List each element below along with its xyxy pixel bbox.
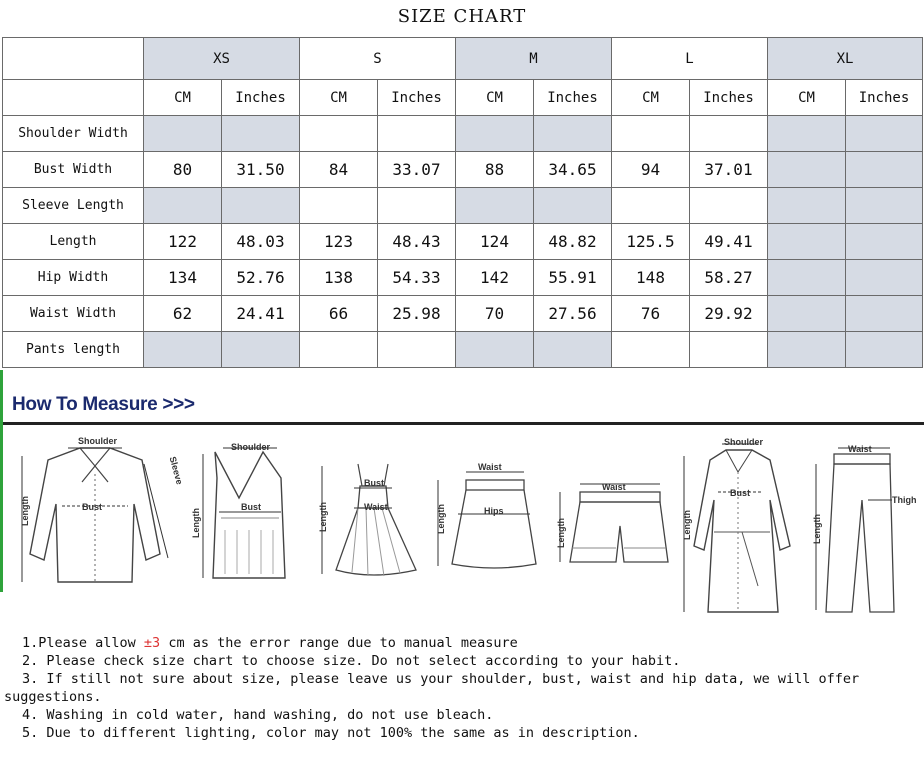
svg-text:Waist: Waist	[848, 444, 872, 454]
value-cell	[534, 332, 612, 368]
value-cell: 84	[300, 152, 378, 188]
size-header: M	[456, 38, 612, 80]
value-cell	[846, 116, 923, 152]
value-cell	[222, 332, 300, 368]
note-4: 4. Washing in cold water, hand washing, do not use bleach.	[22, 707, 494, 723]
value-cell: 122	[144, 224, 222, 260]
svg-text:Shoulder: Shoulder	[231, 442, 271, 452]
tank-measure-figure	[185, 438, 305, 592]
value-cell	[846, 296, 923, 332]
value-cell	[300, 116, 378, 152]
how-to-measure-title: How To Measure >>>	[12, 394, 195, 415]
size-header: XS	[144, 38, 300, 80]
value-cell	[768, 224, 846, 260]
note-5: 5. Due to different lighting, color may not 100% the same as in description.	[22, 725, 640, 741]
value-cell	[768, 152, 846, 188]
value-cell	[690, 188, 768, 224]
value-cell	[690, 116, 768, 152]
value-cell: 80	[144, 152, 222, 188]
value-cell	[768, 332, 846, 368]
value-cell: 37.01	[690, 152, 768, 188]
value-cell	[456, 188, 534, 224]
coat-illustration	[678, 436, 798, 618]
blouse-illustration	[10, 434, 185, 594]
value-cell	[768, 188, 846, 224]
svg-text:Bust: Bust	[241, 502, 261, 512]
notes-list	[4, 634, 920, 742]
value-cell	[846, 152, 923, 188]
unit-cm-header: CM	[456, 80, 534, 116]
value-cell	[144, 116, 222, 152]
svg-text:Bust: Bust	[364, 478, 384, 488]
svg-text:Shoulder: Shoulder	[78, 436, 118, 446]
value-cell: 66	[300, 296, 378, 332]
shorts-illustration	[550, 476, 670, 576]
svg-text:Waist: Waist	[602, 482, 626, 492]
value-cell: 76	[612, 296, 690, 332]
table-row	[3, 224, 923, 260]
value-cell	[846, 260, 923, 296]
value-cell: 58.27	[690, 260, 768, 296]
svg-text:Length: Length	[20, 496, 30, 526]
value-cell	[534, 116, 612, 152]
unit-inches-header: Inches	[378, 80, 456, 116]
value-cell: 52.76	[222, 260, 300, 296]
row-label: Sleeve Length	[3, 188, 144, 224]
value-cell: 124	[456, 224, 534, 260]
value-cell	[144, 188, 222, 224]
row-label: Pants length	[3, 332, 144, 368]
svg-text:Length: Length	[191, 508, 201, 538]
value-cell: 134	[144, 260, 222, 296]
value-cell: 34.65	[534, 152, 612, 188]
corner-cell	[3, 38, 144, 80]
row-label: Length	[3, 224, 144, 260]
unit-cm-header: CM	[612, 80, 690, 116]
size-header: S	[300, 38, 456, 80]
value-cell	[222, 188, 300, 224]
size-header: XL	[768, 38, 923, 80]
value-cell	[612, 188, 690, 224]
value-cell	[456, 332, 534, 368]
value-cell	[612, 332, 690, 368]
value-cell	[690, 332, 768, 368]
table-row	[3, 188, 923, 224]
value-cell: 48.43	[378, 224, 456, 260]
size-header: L	[612, 38, 768, 80]
value-cell	[222, 116, 300, 152]
svg-text:Sleeve: Sleeve	[167, 455, 185, 486]
value-cell	[846, 224, 923, 260]
value-cell: 88	[456, 152, 534, 188]
svg-text:Length: Length	[318, 502, 328, 532]
value-cell: 31.50	[222, 152, 300, 188]
value-cell: 49.41	[690, 224, 768, 260]
value-cell: 48.82	[534, 224, 612, 260]
shorts-measure-figure	[550, 476, 670, 580]
value-cell: 148	[612, 260, 690, 296]
value-cell	[300, 188, 378, 224]
table-row	[3, 116, 923, 152]
value-cell	[378, 188, 456, 224]
coat-measure-figure	[678, 436, 798, 622]
value-cell	[456, 116, 534, 152]
size-chart-table	[2, 37, 923, 368]
value-cell	[378, 116, 456, 152]
value-cell: 142	[456, 260, 534, 296]
svg-text:Shoulder: Shoulder	[724, 437, 764, 447]
row-label: Hip Width	[3, 260, 144, 296]
unit-cm-header: CM	[768, 80, 846, 116]
value-cell	[612, 116, 690, 152]
row-label: Shoulder Width	[3, 116, 144, 152]
value-cell: 54.33	[378, 260, 456, 296]
value-cell	[300, 332, 378, 368]
note-1: 1.Please allow ±3 cm as the error range due to manual measure	[22, 635, 518, 651]
value-cell: 125.5	[612, 224, 690, 260]
svg-text:Waist: Waist	[364, 502, 388, 512]
value-cell: 27.56	[534, 296, 612, 332]
value-cell	[846, 188, 923, 224]
value-cell	[768, 296, 846, 332]
unit-inches-header: Inches	[534, 80, 612, 116]
svg-text:Length: Length	[556, 518, 566, 548]
table-row	[3, 152, 923, 188]
value-cell	[768, 116, 846, 152]
unit-cm-header: CM	[144, 80, 222, 116]
value-cell: 25.98	[378, 296, 456, 332]
unit-inches-header: Inches	[222, 80, 300, 116]
value-cell: 48.03	[222, 224, 300, 260]
value-cell	[768, 260, 846, 296]
svg-text:Length: Length	[812, 514, 822, 544]
value-cell: 138	[300, 260, 378, 296]
note-2: 2. Please check size chart to choose size. Do not select according to your habit.	[22, 653, 681, 669]
value-cell: 24.41	[222, 296, 300, 332]
tank-illustration	[185, 438, 305, 588]
blouse-measure-figure	[10, 434, 185, 598]
row-label: Waist Width	[3, 296, 144, 332]
value-cell: 70	[456, 296, 534, 332]
value-cell: 29.92	[690, 296, 768, 332]
skirt-illustration	[430, 458, 540, 578]
table-row	[3, 260, 923, 296]
size-chart-title: SIZE CHART	[397, 6, 527, 27]
svg-text:Waist: Waist	[478, 462, 502, 472]
accent-bar	[0, 370, 3, 592]
row-label: Bust Width	[3, 152, 144, 188]
svg-text:Thigh: Thigh	[892, 495, 917, 505]
value-cell: 94	[612, 152, 690, 188]
value-cell: 62	[144, 296, 222, 332]
section-divider	[3, 422, 924, 425]
unit-inches-header: Inches	[846, 80, 923, 116]
value-cell	[846, 332, 923, 368]
value-cell	[534, 188, 612, 224]
dress-measure-figure	[312, 456, 422, 590]
unit-inches-header: Inches	[690, 80, 768, 116]
corner-cell	[3, 80, 144, 116]
svg-text:Hips: Hips	[484, 506, 504, 516]
svg-text:Bust: Bust	[730, 488, 750, 498]
svg-text:Bust: Bust	[82, 502, 102, 512]
table-row	[3, 332, 923, 368]
value-cell: 55.91	[534, 260, 612, 296]
table-row	[3, 296, 923, 332]
value-cell: 123	[300, 224, 378, 260]
note-3: 3. If still not sure about size, please leave us your shoulder, bust, waist and hip data, we will offer suggestions.	[4, 671, 860, 705]
svg-text:Length: Length	[682, 510, 692, 540]
value-cell: 33.07	[378, 152, 456, 188]
value-cell	[378, 332, 456, 368]
svg-text:Length: Length	[436, 504, 446, 534]
pants-measure-figure	[808, 440, 920, 622]
unit-cm-header: CM	[300, 80, 378, 116]
value-cell	[144, 332, 222, 368]
dress-illustration	[312, 456, 422, 586]
skirt-measure-figure	[430, 458, 540, 582]
pants-illustration	[808, 440, 920, 618]
